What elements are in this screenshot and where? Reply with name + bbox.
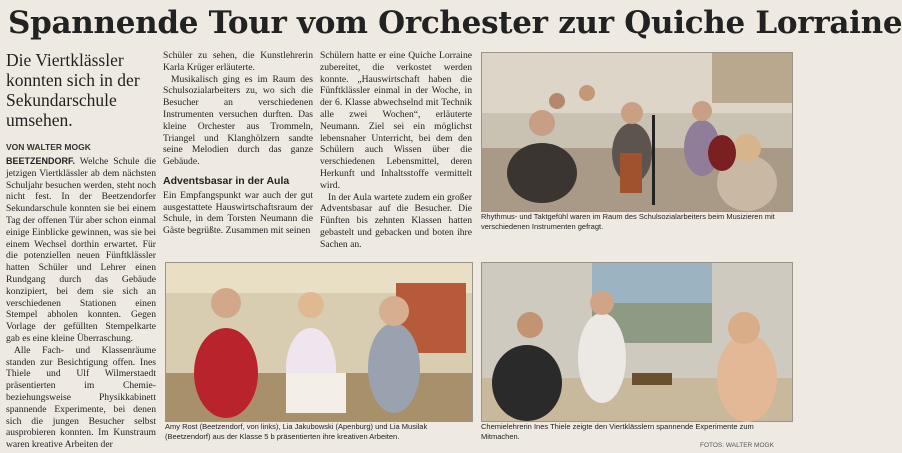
- paragraph: In der Aula wartete zudem ein großer Adventsbasar auf die Besucher. Die Fünften bis zehnten Klassen hatten gebastelt und gebacken und boten ihre Sachen an.: [320, 191, 472, 250]
- paragraph: Alle Fach- und Klassenräume standen zur Besichtigung offen. Ines Thiele und Ulf Wilmerstaedt präsentierten im Chemie- beziehungsweise Physikkabinett spannende Experimente, bei denen sich die jungen Besucher selbst ausprobieren konnten. Im Kunstraum waren kreative Arbeiten der: [6, 344, 156, 451]
- music-scene-image: [482, 53, 792, 211]
- art-photo-caption: Amy Rost (Beetzendorf, von links), Lia Jakubowski (Apenburg) und Lia Musilak (Beetzendorf) aus der Klasse 5 b präsentierten ihre kreativen Arbeiten.: [165, 422, 428, 441]
- chemistry-photo-caption: Chemielehrerin Ines Thiele zeigte den Viertklässlern spannende Experimente zum Mitmachen.: [481, 422, 754, 441]
- paragraph: Schüler zu sehen, die Kunstlehrerin Karla Krüger erläuterte.: [163, 50, 313, 73]
- paragraph-text: Welche Schule die jetzigen Viertklässler ab dem nächsten Schuljahr besuchen werden, steht noch nicht fest. In der Beetzendorfer Sekundarschule konnten sie bei einem Tag der offenen Tür aber schon einmal einige Einblicke gewinnen, was sie bei einem Wechsel dorthin erwartet. Für die potenziellen neuen Fünftklässler hatten Schüler und Lehrer einen Rundgang durch das Gebäude konzipiert, bei dem sie sich an verschiedenen Stationen einen Stempel abholen konnten. Gegen Vorlage der gefüllten Stempelkarte gab es eine kleine Überraschung.: [6, 156, 156, 344]
- subheading: Adventsbasar in der Aula: [163, 174, 290, 187]
- article-teaser: Die Viertklässler konnten sich in der Sekundarschule umsehen.: [6, 50, 140, 130]
- photo-credit: FOTOS: WALTER MOGK: [700, 442, 774, 449]
- music-photo-caption: Rhythmus- und Taktgefühl waren im Raum des Schulsozialarbeiters beim Musizieren mit verschiedenen Instrumenten gefragt.: [481, 212, 775, 231]
- text-column-1: [6, 156, 156, 451]
- text-column-2: [163, 50, 313, 237]
- paragraph: Musikalisch ging es im Raum des Schulsozialarbeiters zu, wo sich die Besucher an verschiedenen Instrumenten versuchen durften. Das kleine Orchester aus Trommeln, Triangel und Klanghölzern sandte seine Melodien durch das ganze Gebäude.: [163, 73, 313, 168]
- text-column-3: [320, 50, 472, 251]
- dateline: BEETZENDORF.: [6, 156, 76, 166]
- chemistry-photo: [481, 262, 793, 422]
- article-byline: VON WALTER MOGK: [6, 142, 91, 152]
- chemistry-scene-image: [482, 263, 792, 421]
- article-headline: Spannende Tour vom Orchester zur Quiche Lorraine: [8, 5, 902, 41]
- art-room-photo: [165, 262, 473, 422]
- paragraph: [6, 156, 156, 345]
- paragraph: Ein Empfangspunkt war auch der gut ausgestattete Hauswirtschaftsraum der Schule, in dem Torsten Neumann die Gäste begrüßte. Zusammen mit seinen: [163, 189, 313, 237]
- music-room-photo: [481, 52, 793, 212]
- paragraph: Schülern hatte er eine Quiche Lorraine zubereitet, die verkostet werden konnte. „Hauswirtschaft haben die Fünftklässler einmal in der Woche, in der 6. Klasse abwechselnd mit Technik alle zwei Wochen“, erläuterte Neumann. Ziel sei ein möglichst lebensnaher Unterricht, bei dem den Schülern auch Wissen über die verschiedenen Lebensmittel, deren Herkunft und Inhaltsstoffe vermittelt wird.: [320, 50, 472, 191]
- art-scene-image: [166, 263, 472, 421]
